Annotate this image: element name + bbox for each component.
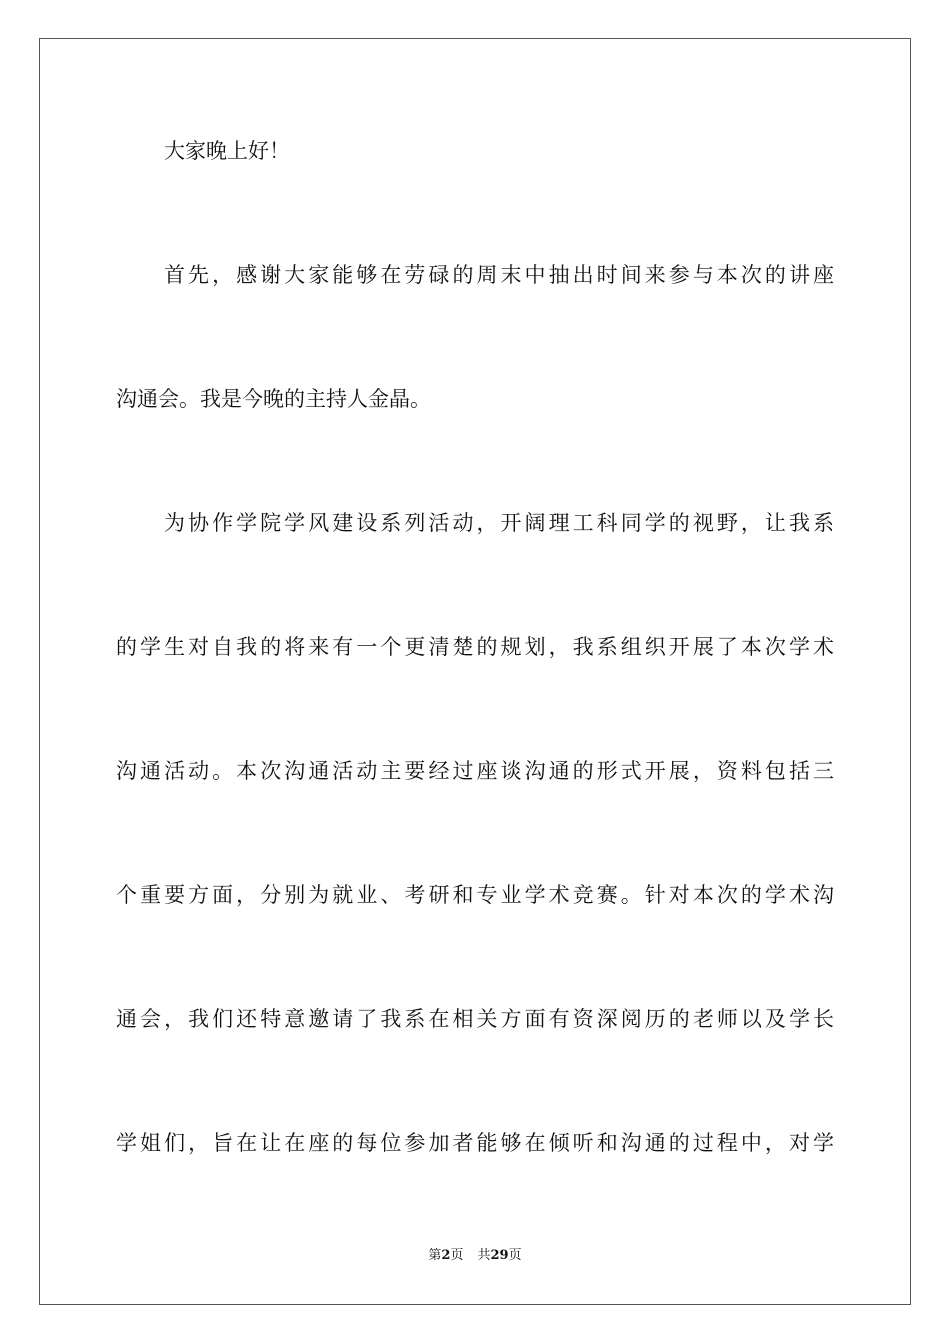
- footer-page-suffix: 页: [450, 1248, 464, 1263]
- page-footer: [0, 1247, 950, 1265]
- page-frame: [39, 38, 911, 1305]
- footer-total-prefix: 共: [477, 1248, 491, 1263]
- paragraph-2-line-4: 个重要方面，分别为就业、考研和专业学术竞赛。针对本次的学术沟: [116, 883, 834, 907]
- paragraph-2-line-2: 的学生对自我的将来有一个更清楚的规划，我系组织开展了本次学术: [116, 635, 834, 659]
- paragraph-2-line-3: 沟通活动。本次沟通活动主要经过座谈沟通的形式开展，资料包括三: [116, 759, 834, 783]
- footer-total-pages: 29: [490, 1248, 509, 1263]
- paragraph-2-line-5: 通会，我们还特意邀请了我系在相关方面有资深阅历的老师以及学长: [116, 1007, 834, 1031]
- paragraph-2-line-6: 学姐们，旨在让在座的每位参加者能够在倾听和沟通的过程中，对学: [116, 1131, 834, 1155]
- paragraph-1-line-1: 首先，感谢大家能够在劳碌的周末中抽出时间来参与本次的讲座: [164, 263, 834, 287]
- paragraph-2-line-1: 为协作学院学风建设系列活动，开阔理工科同学的视野，让我系: [164, 511, 834, 535]
- footer-page-prefix: 第: [428, 1248, 442, 1263]
- footer-total-suffix: 页: [508, 1248, 522, 1263]
- footer-page-number: 2: [441, 1248, 451, 1263]
- paragraph-greeting: 大家晚上好！: [164, 139, 290, 163]
- paragraph-1-line-2: 沟通会。我是今晚的主持人金晶。: [116, 387, 431, 411]
